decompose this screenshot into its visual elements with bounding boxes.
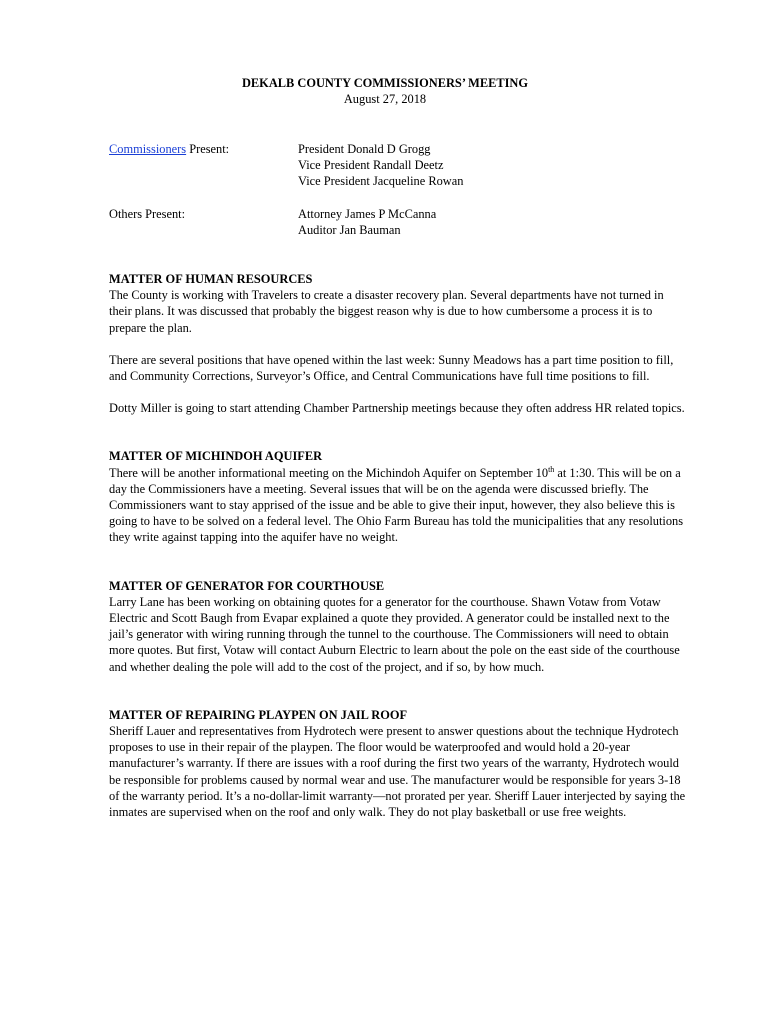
commissioners-list	[298, 141, 463, 190]
commissioner-name: Vice President Randall Deetz	[298, 158, 444, 173]
commissioner-name: Vice President Jacqueline Rowan	[298, 174, 464, 189]
section-playpen-jail-roof	[109, 707, 687, 820]
document-title: DEKALB COUNTY COMMISSIONERS’ MEETING	[241, 76, 529, 90]
section-heading: MATTER OF HUMAN RESOURCES	[109, 272, 313, 286]
section-michindoh-aquifer	[109, 448, 687, 545]
other-attendee-name: Auditor Jan Bauman	[298, 223, 401, 238]
commissioners-label-suffix: Present:	[186, 142, 230, 156]
other-attendee-name: Attorney James P McCanna	[298, 207, 437, 221]
document-header	[0, 75, 770, 107]
commissioner-name: President Donald D Grogg	[298, 142, 431, 156]
section-human-resources	[109, 271, 687, 416]
section-heading: MATTER OF REPAIRING PLAYPEN ON JAIL ROOF	[109, 707, 408, 722]
paragraph: Dotty Miller is going to start attending Chamber Partnership meetings because they often address HR related topics.	[109, 401, 685, 416]
section-heading: MATTER OF GENERATOR FOR COURTHOUSE	[109, 578, 385, 593]
others-label: Others Present:	[109, 207, 186, 221]
paragraph: Larry Lane has been working on obtaining quotes for a generator for the courthouse. Shawn Votaw from Votaw Electric and Scott Baugh from Evapar explained a quote they provided. A generator could be installed next to the jail’s generator with wiring running through the tunnel to the courthouse. The Commissioners will need to obtain more quotes. But first, Votaw will contact Auburn Electric to learn about the pole on the east side of the courthouse and whether dealing the pole will add to the cost of the project, and if so, by how much.	[109, 594, 680, 674]
section-generator-courthouse	[109, 578, 687, 675]
others-list	[298, 206, 436, 238]
paragraph: Sheriff Lauer and representatives from Hydrotech were present to answer questions about the technique Hydrotech proposes to use in their repair of the playpen. The floor would be waterproofed and would hold a 20-year manufacturer’s warranty. If there are issues with a roof during the first two years of the warranty, Hydrotech would be responsible for problems caused by normal wear and use. The manufacturer would be responsible for years 3-18 of the warranty period. It’s a no-dollar-limit warranty—not prorated per year. Sheriff Lauer interjected by saying the inmates are supervised when on the roof and only walk. They do not play basketball or use free weights.	[109, 724, 686, 820]
commissioners-label	[109, 141, 229, 157]
paragraph: The County is working with Travelers to create a disaster recovery plan. Several departments have not turned in their plans. It was discussed that probably the biggest reason why is due to how cumbersome a process it is to prepare the plan.	[109, 288, 664, 335]
meeting-date: August 27, 2018	[343, 92, 427, 107]
section-heading: MATTER OF MICHINDOH AQUIFER	[109, 449, 323, 464]
paragraph: There are several positions that have opened within the last week: Sunny Meadows has a part time position to fill, and Community Corrections, Surveyor’s Office, and Central Communications have full time positions to fill.	[109, 352, 674, 384]
paragraph: There will be another informational meeting on the Michindoh Aquifer on September 10th at 1:30. This will be on a day the Commissioners have a meeting. Several issues that will be on the agenda were discussed briefly. The Commissioners want to stay apprised of the issue and be able to give their input, however, they also believe this is going to have to be solved on a federal level. The Ohio Farm Bureau has told the municipalities that any resolutions they write against tapping into the aquifer have no weight.	[109, 464, 684, 545]
minutes-body	[109, 271, 687, 820]
ordinal-suffix: th	[548, 464, 555, 474]
commissioners-link[interactable]: Commissioners	[109, 142, 187, 156]
